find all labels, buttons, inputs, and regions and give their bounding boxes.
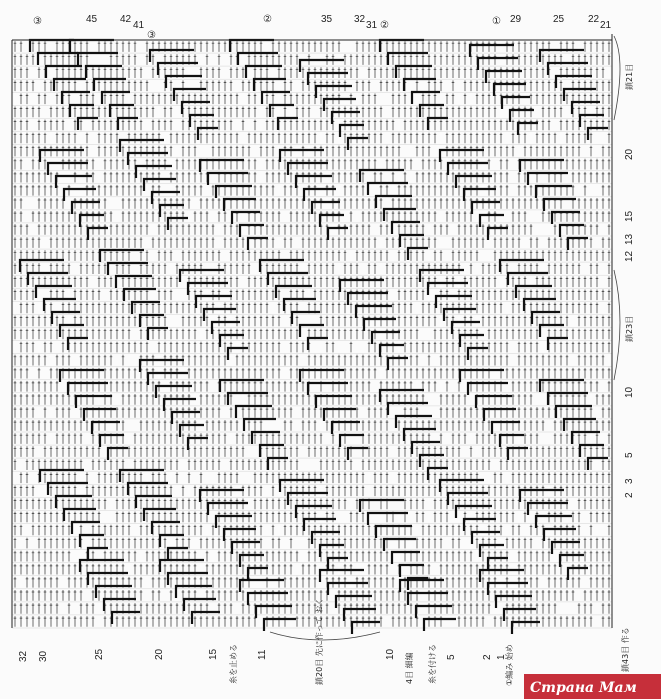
top-number: 32 xyxy=(354,14,366,25)
bottom-number: 20 xyxy=(154,648,165,660)
watermark: Страна Мам xyxy=(530,680,637,696)
right-note: 鎖21目 xyxy=(625,63,634,90)
circled-marker: ② xyxy=(380,20,389,31)
bottom-number: 10 xyxy=(385,648,396,660)
bottom-number: 30 xyxy=(38,650,49,662)
bottom-note: 糸を止める xyxy=(229,644,238,684)
bottom-number: 1 xyxy=(496,654,507,660)
bottom-number: 15 xyxy=(208,648,219,660)
top-number: 25 xyxy=(553,14,565,25)
right-number: 5 xyxy=(624,452,635,458)
right-note: 鎖23目 xyxy=(625,315,634,342)
right-number: 13 xyxy=(624,233,635,245)
bottom-note: ①編み 始め xyxy=(505,644,514,686)
right-number: 3 xyxy=(624,478,635,484)
bottom-number: 11 xyxy=(257,649,268,660)
right-number: 12 xyxy=(624,250,635,262)
top-number: 35 xyxy=(321,14,333,25)
right-note: 鎖43目 作る xyxy=(621,627,630,672)
bottom-number: 32 xyxy=(18,650,29,662)
top-number: 45 xyxy=(86,14,98,25)
circled-marker: ③ xyxy=(33,16,42,27)
bottom-note: 糸を付ける xyxy=(428,644,437,684)
bottom-number: 25 xyxy=(94,648,105,660)
top-number: 41 xyxy=(133,20,145,31)
bottom-note: 4目 細編 xyxy=(405,652,414,684)
top-number: 31 xyxy=(366,20,378,31)
circled-marker: ② xyxy=(263,14,272,25)
bottom-number: 5 xyxy=(446,654,457,660)
top-number: 42 xyxy=(120,14,132,25)
top-number: 29 xyxy=(510,14,522,25)
right-number: 2 xyxy=(624,492,635,498)
top-number: 22 xyxy=(588,14,600,25)
bottom-number: 2 xyxy=(482,654,493,660)
right-number: 15 xyxy=(624,210,635,222)
top-number: 21 xyxy=(600,20,612,31)
right-number: 10 xyxy=(624,386,635,398)
bottom-note: 鎖20目 先に作って おく xyxy=(315,597,324,685)
right-number: 20 xyxy=(624,148,635,160)
circled-marker: ① xyxy=(492,16,501,27)
circled-marker: ③ xyxy=(147,30,156,41)
